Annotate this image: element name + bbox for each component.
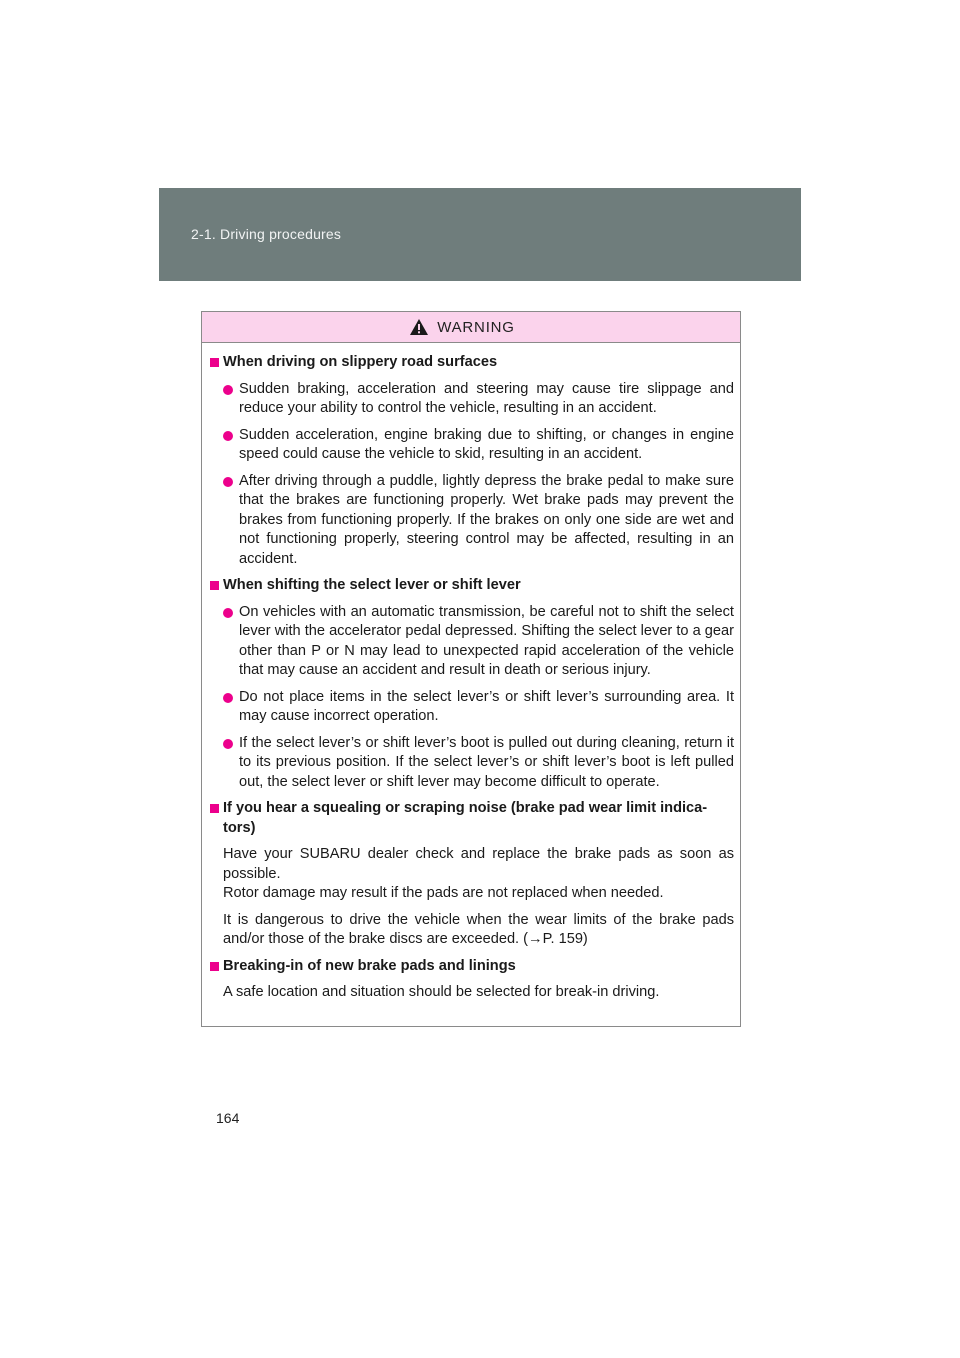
paragraph: Have your SUBARU dealer check and replace the brake pads as soon as possible. — [223, 846, 734, 882]
round-bullet-icon — [223, 739, 233, 749]
section-heading: If you hear a squealing or scraping noise (brake pad wear limit indica-tors) — [210, 799, 734, 838]
warning-title: WARNING — [437, 318, 515, 336]
round-bullet-icon — [223, 385, 233, 395]
warning-header — [202, 312, 740, 343]
warning-body — [202, 343, 740, 1003]
square-bullet-icon — [210, 962, 219, 971]
paragraph: A safe location and situation should be selected for break-in driving. — [223, 984, 660, 1000]
section-heading: Breaking-in of new brake pads and linings — [210, 957, 734, 977]
warning-box — [201, 311, 741, 1027]
list-item: Do not place items in the select lever’s or shift lever’s surrounding area. It may cause incorrect operation. — [210, 688, 734, 727]
list-item: After driving through a puddle, lightly depress the brake pedal to make sure that the brakes are functioning properly. Wet brake pads may prevent the brakes from functioning properly. If the brakes on only one side are wet and not functioning properly, steering control may be affected, resulting in an accident. — [210, 472, 734, 570]
square-bullet-icon — [210, 358, 219, 367]
round-bullet-icon — [223, 693, 233, 703]
header-band — [159, 188, 801, 281]
round-bullet-icon — [223, 431, 233, 441]
warning-triangle-icon — [409, 318, 429, 336]
square-bullet-icon — [210, 581, 219, 590]
list-item: If the select lever’s or shift lever’s boot is pulled out during cleaning, return it to its previous position. If the select lever’s or shift lever’s boot is left pulled out, the select lever or shift lever may become difficult to operate. — [210, 734, 734, 793]
round-bullet-icon — [223, 608, 233, 618]
list-item: Sudden acceleration, engine braking due to shifting, or changes in engine speed could cause the vehicle to skid, resulting in an accident. — [210, 426, 734, 465]
round-bullet-icon — [223, 477, 233, 487]
section-heading: When driving on slippery road surfaces — [210, 353, 734, 373]
paragraph: Rotor damage may result if the pads are not replaced when needed. — [223, 885, 664, 901]
list-item: On vehicles with an automatic transmission, be careful not to shift the select lever with the accelerator pedal depressed. Shifting the select lever to a gear other than P or N may lead to unexpected rapid acceleration of the vehicle that may cause an accident and result in death or serious injury. — [210, 603, 734, 681]
paragraph: It is dangerous to drive the vehicle when the wear limits of the brake pads and/or those of the brake discs are exceeded. (→P. 159) — [223, 911, 734, 947]
section-heading: When shifting the select lever or shift lever — [210, 576, 734, 596]
section-title: 2-1. Driving procedures — [191, 226, 342, 242]
square-bullet-icon — [210, 804, 219, 813]
list-item: Sudden braking, acceleration and steering may cause tire slippage and reduce your ability to control the vehicle, resulting in an accident. — [210, 380, 734, 419]
page-number: 164 — [216, 1110, 240, 1126]
